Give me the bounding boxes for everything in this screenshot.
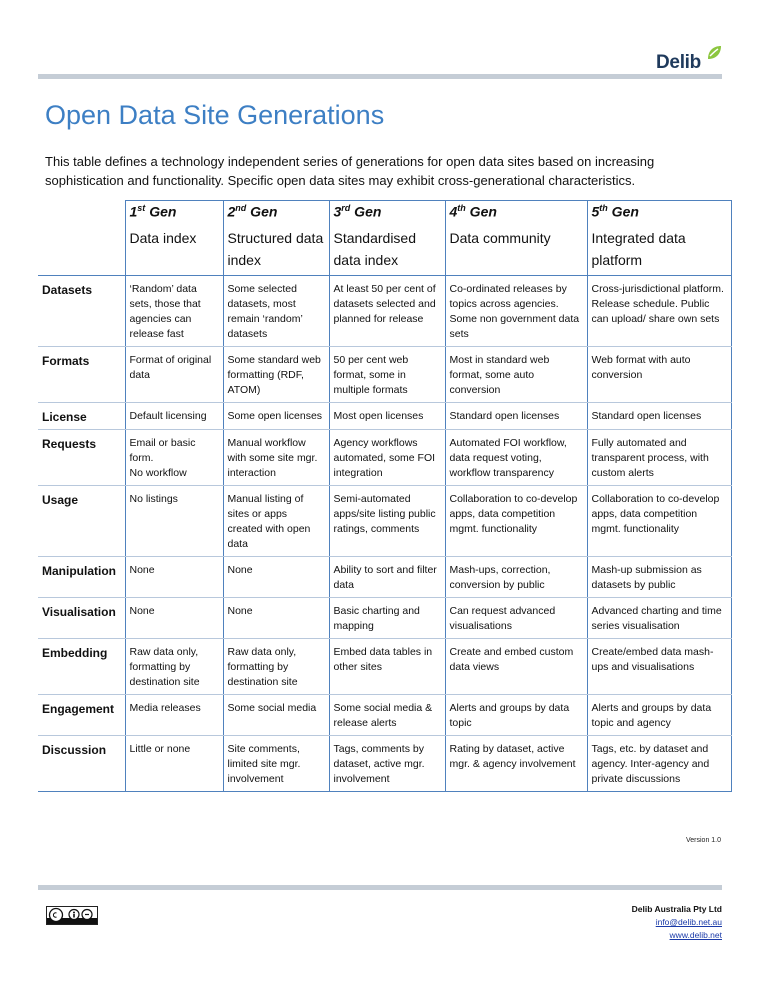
table-cell: Standard open licenses <box>445 403 587 430</box>
table-cell: Media releases <box>125 695 223 736</box>
table-row <box>38 403 731 430</box>
table-cell: Some social media <box>223 695 329 736</box>
delib-logo <box>656 44 726 74</box>
table-cell: Manual listing of sites or apps created with open data <box>223 486 329 557</box>
generation-4-heading <box>445 201 587 228</box>
generation-2-heading <box>223 201 329 228</box>
header-rule <box>38 74 722 79</box>
table-cell: Format of original data <box>125 347 223 403</box>
table-cell: Mash-ups, correction, conversion by public <box>445 557 587 598</box>
table-cell: Alerts and groups by data topic and agency <box>587 695 731 736</box>
table-cell: None <box>125 557 223 598</box>
table-cell: Some open licenses <box>223 403 329 430</box>
row-label: Discussion <box>38 736 125 792</box>
generation-gen-word: Gen <box>350 203 382 220</box>
company-name: Delib Australia Pty Ltd <box>631 904 722 914</box>
table-cell: Semi-automated apps/site listing public ratings, comments <box>329 486 445 557</box>
table-cell: Agency workflows automated, some FOI integration <box>329 430 445 486</box>
table-cell: Advanced charting and time series visualisation <box>587 598 731 639</box>
table-cell: Little or none <box>125 736 223 792</box>
generation-1-name: Data index <box>125 227 223 276</box>
table-cell: Tags, comments by dataset, active mgr. involvement <box>329 736 445 792</box>
generation-ordinal-suffix: rd <box>341 203 351 213</box>
table-cell: None <box>223 557 329 598</box>
generation-number: 3 <box>333 203 342 220</box>
row-label: Embedding <box>38 639 125 695</box>
generation-ordinal-suffix: th <box>457 203 466 213</box>
generation-3-name: Standardised data index <box>329 227 445 276</box>
generation-gen-word: Gen <box>246 203 278 220</box>
table-row <box>38 598 731 639</box>
table-row <box>38 557 731 598</box>
table-cell: None <box>125 598 223 639</box>
table-cell: Can request advanced visualisations <box>445 598 587 639</box>
table-cell: Collaboration to co-develop apps, data competition mgmt. functionality <box>587 486 731 557</box>
table-cell: Manual workflow with some site mgr. interaction <box>223 430 329 486</box>
table-row <box>38 695 731 736</box>
table-cell: 50 per cent web format, some in multiple formats <box>329 347 445 403</box>
table-cell: Standard open licenses <box>587 403 731 430</box>
table-cell: Raw data only, formatting by destination site <box>125 639 223 695</box>
table-cell: Web format with auto conversion <box>587 347 731 403</box>
table-cell: Email or basic form. No workflow <box>125 430 223 486</box>
footer-rule <box>38 885 722 890</box>
generation-number: 4 <box>449 203 458 220</box>
generation-gen-word: Gen <box>465 203 497 220</box>
row-label: License <box>38 403 125 430</box>
generation-gen-word: Gen <box>607 203 639 220</box>
table-cell: ‘Random’ data sets, those that agencies can release fast <box>125 276 223 347</box>
generation-number: 2 <box>227 203 236 220</box>
company-contact <box>632 903 722 942</box>
table-cell: At least 50 per cent of datasets selected and planned for release <box>329 276 445 347</box>
generation-ordinal-suffix: nd <box>235 203 247 213</box>
generation-4-name: Data community <box>445 227 587 276</box>
table-cell: Alerts and groups by data topic <box>445 695 587 736</box>
table-row <box>38 347 731 403</box>
table-cell: Most in standard web format, some auto conversion <box>445 347 587 403</box>
table-row <box>38 430 731 486</box>
table-cell: Default licensing <box>125 403 223 430</box>
table-cell: Some social media & release alerts <box>329 695 445 736</box>
leaf-icon <box>705 44 723 62</box>
version-label: Version 1.0 <box>686 837 722 844</box>
row-label: Datasets <box>38 276 125 347</box>
logo-text: Delib <box>656 52 701 73</box>
page-title: Open Data Site Generations <box>45 100 385 130</box>
row-label: Usage <box>38 486 125 557</box>
generation-ordinal-suffix: st <box>137 203 146 213</box>
table-cell: Ability to sort and filter data <box>329 557 445 598</box>
table-cell: Co-ordinated releases by topics across agencies. Some non government data sets <box>445 276 587 347</box>
table-row <box>38 276 731 347</box>
intro-paragraph: This table defines a technology independent series of generations for open data sites based on increasing sophistication and functionality. Specific open data sites may exhibit cross-generational characteristics. <box>45 154 655 188</box>
generation-header-row <box>38 201 731 228</box>
row-label: Requests <box>38 430 125 486</box>
website-link[interactable]: www.delib.net <box>669 930 722 940</box>
table-cell: Site comments, limited site mgr. involvement <box>223 736 329 792</box>
table-cell: Some standard web formatting (RDF, ATOM) <box>223 347 329 403</box>
table-cell: Automated FOI workflow, data request voting, workflow transparency <box>445 430 587 486</box>
table-cell: None <box>223 598 329 639</box>
table-cell: Create/embed data mash-ups and visualisations <box>587 639 731 695</box>
generation-ordinal-suffix: th <box>599 203 608 213</box>
table-cell: Create and embed custom data views <box>445 639 587 695</box>
row-label: Engagement <box>38 695 125 736</box>
creative-commons-badge-icon <box>46 906 98 925</box>
row-label: Formats <box>38 347 125 403</box>
table-row <box>38 639 731 695</box>
row-label: Manipulation <box>38 557 125 598</box>
table-cell: Embed data tables in other sites <box>329 639 445 695</box>
table-cell: Tags, etc. by dataset and agency. Inter-agency and private discussions <box>587 736 731 792</box>
table-row <box>38 736 731 792</box>
email-link[interactable]: info@delib.net.au <box>655 917 722 927</box>
generation-3-heading <box>329 201 445 228</box>
generation-gen-word: Gen <box>145 203 177 220</box>
corner-cell <box>38 227 125 276</box>
table-cell: No listings <box>125 486 223 557</box>
generation-name-row <box>38 227 731 276</box>
table-cell: Some selected datasets, most remain ‘random’ datasets <box>223 276 329 347</box>
table-cell: Rating by dataset, active mgr. & agency involvement <box>445 736 587 792</box>
generations-table <box>38 200 732 792</box>
table-cell: Basic charting and mapping <box>329 598 445 639</box>
table-row <box>38 486 731 557</box>
table-cell: Most open licenses <box>329 403 445 430</box>
generation-5-name: Integrated data platform <box>587 227 731 276</box>
table-cell: Cross-jurisdictional platform. Release schedule. Public can upload/ share own sets <box>587 276 731 347</box>
table-cell: Collaboration to co-develop apps, data competition mgmt. functionality <box>445 486 587 557</box>
generation-number: 5 <box>591 203 600 220</box>
table-cell: Fully automated and transparent process, with custom alerts <box>587 430 731 486</box>
generation-5-heading <box>587 201 731 228</box>
corner-cell <box>38 201 125 228</box>
table-cell: Mash-up submission as datasets by public <box>587 557 731 598</box>
row-label: Visualisation <box>38 598 125 639</box>
generation-2-name: Structured data index <box>223 227 329 276</box>
table-cell: Raw data only, formatting by destination site <box>223 639 329 695</box>
generation-1-heading <box>125 201 223 228</box>
generation-number: 1 <box>129 203 138 220</box>
